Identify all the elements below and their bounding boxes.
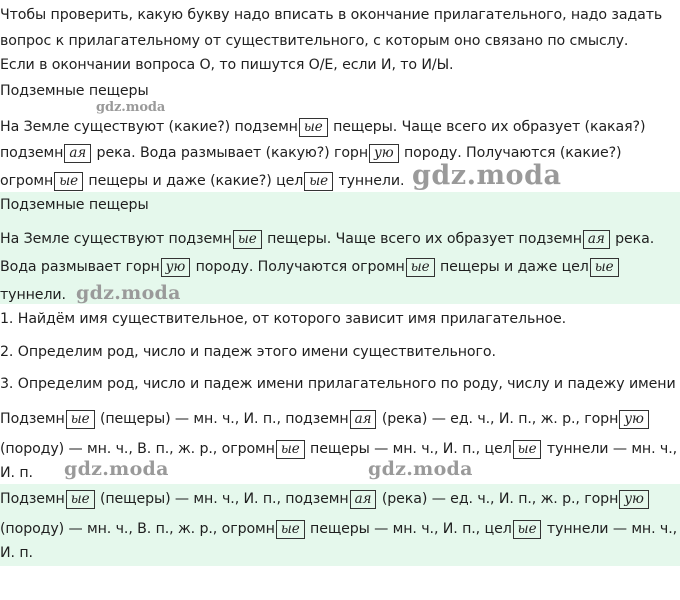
step-1: 1. Найдём имя существительное, от которого зависит имя прилагательное. [0, 311, 567, 327]
ending-box: ые [54, 172, 83, 191]
analysis-answer-line-1: Подземн ые (пещеры) — мн. ч., И. п., подземн ая (река) — ед. ч., И. п., ж. р., горн ую [0, 488, 650, 510]
analysis-answer-line-3: И. п. [0, 545, 33, 561]
ending-box: ые [299, 118, 328, 137]
answer-line-1: На Земле существуют подземн ые пещеры. Чаще всего их образует подземн ая река. [0, 231, 655, 247]
ending-box: ая [64, 144, 91, 163]
ending-box: ые [406, 258, 435, 277]
intro-line-2: вопрос к прилагательному от существительного, с которым оно связано по смыслу. [0, 33, 629, 49]
ending-box: ая [350, 490, 377, 509]
ending-box: ые [233, 230, 262, 249]
ending-box: ые [66, 490, 95, 509]
intro-line-1: Чтобы проверить, какую букву надо вписать в окончание прилагательного, надо задать [0, 7, 663, 23]
analysis-line-1: Подземн ые (пещеры) — мн. ч., И. п., подземн ая (река) — ед. ч., И. п., ж. р., горн ую [0, 408, 650, 430]
ending-box: ые [276, 440, 305, 459]
analysis-line-2: (породу) — мн. ч., В. п., ж. р., огромн ые пещеры — мн. ч., И. п., цел ые туннели — мн. ч., [0, 441, 678, 457]
exercise-line-2: подземн ая река. Вода размывает (какую?) горн ую породу. Получаются (какие?) [0, 145, 622, 161]
ending-box: ая [583, 230, 610, 249]
ending-box: ые [590, 258, 619, 277]
exercise-line-3: огромн ые пещеры и даже (какие?) цел ые туннели. [0, 173, 405, 189]
step-3: 3. Определим род, число и падеж имени прилагательного по роду, числу и падежу имени [0, 376, 676, 392]
exercise-title: Подземные пещеры [0, 83, 149, 99]
ending-box: ые [304, 172, 333, 191]
ending-box: ые [513, 520, 542, 539]
ending-box: ые [513, 440, 542, 459]
intro-line-3: Если в окончании вопроса О, то пишутся О/Е, если И, то И/Ы. [0, 57, 454, 73]
analysis-answer-line-2: (породу) — мн. ч., В. п., ж. р., огромн ые пещеры — мн. ч., И. п., цел ые туннели — мн. ч., [0, 521, 678, 537]
ending-box: ую [619, 490, 649, 509]
ending-box: ые [66, 410, 95, 429]
ending-box: ую [619, 410, 649, 429]
answer-line-3: туннели. [0, 287, 66, 303]
step-2: 2. Определим род, число и падеж этого имени существительного. [0, 344, 496, 360]
ending-box: ая [350, 410, 377, 429]
answer-line-2: Вода размывает горн ую породу. Получаются огромн ые пещеры и даже цел ые [0, 256, 620, 278]
ending-box: ую [161, 258, 191, 277]
watermark: gdz.moda [412, 160, 562, 191]
answer-title: Подземные пещеры [0, 197, 149, 213]
watermark: gdz.moda [96, 100, 166, 115]
analysis-line-3: И. п. [0, 465, 33, 481]
watermark: gdz.moda [64, 458, 169, 480]
watermark: gdz.moda [76, 282, 181, 304]
ending-box: ые [276, 520, 305, 539]
exercise-line-1: На Земле существуют (какие?) подземн ые пещеры. Чаще всего их образует (какая?) [0, 119, 646, 135]
ending-box: ую [369, 144, 399, 163]
watermark: gdz.moda [368, 458, 473, 480]
